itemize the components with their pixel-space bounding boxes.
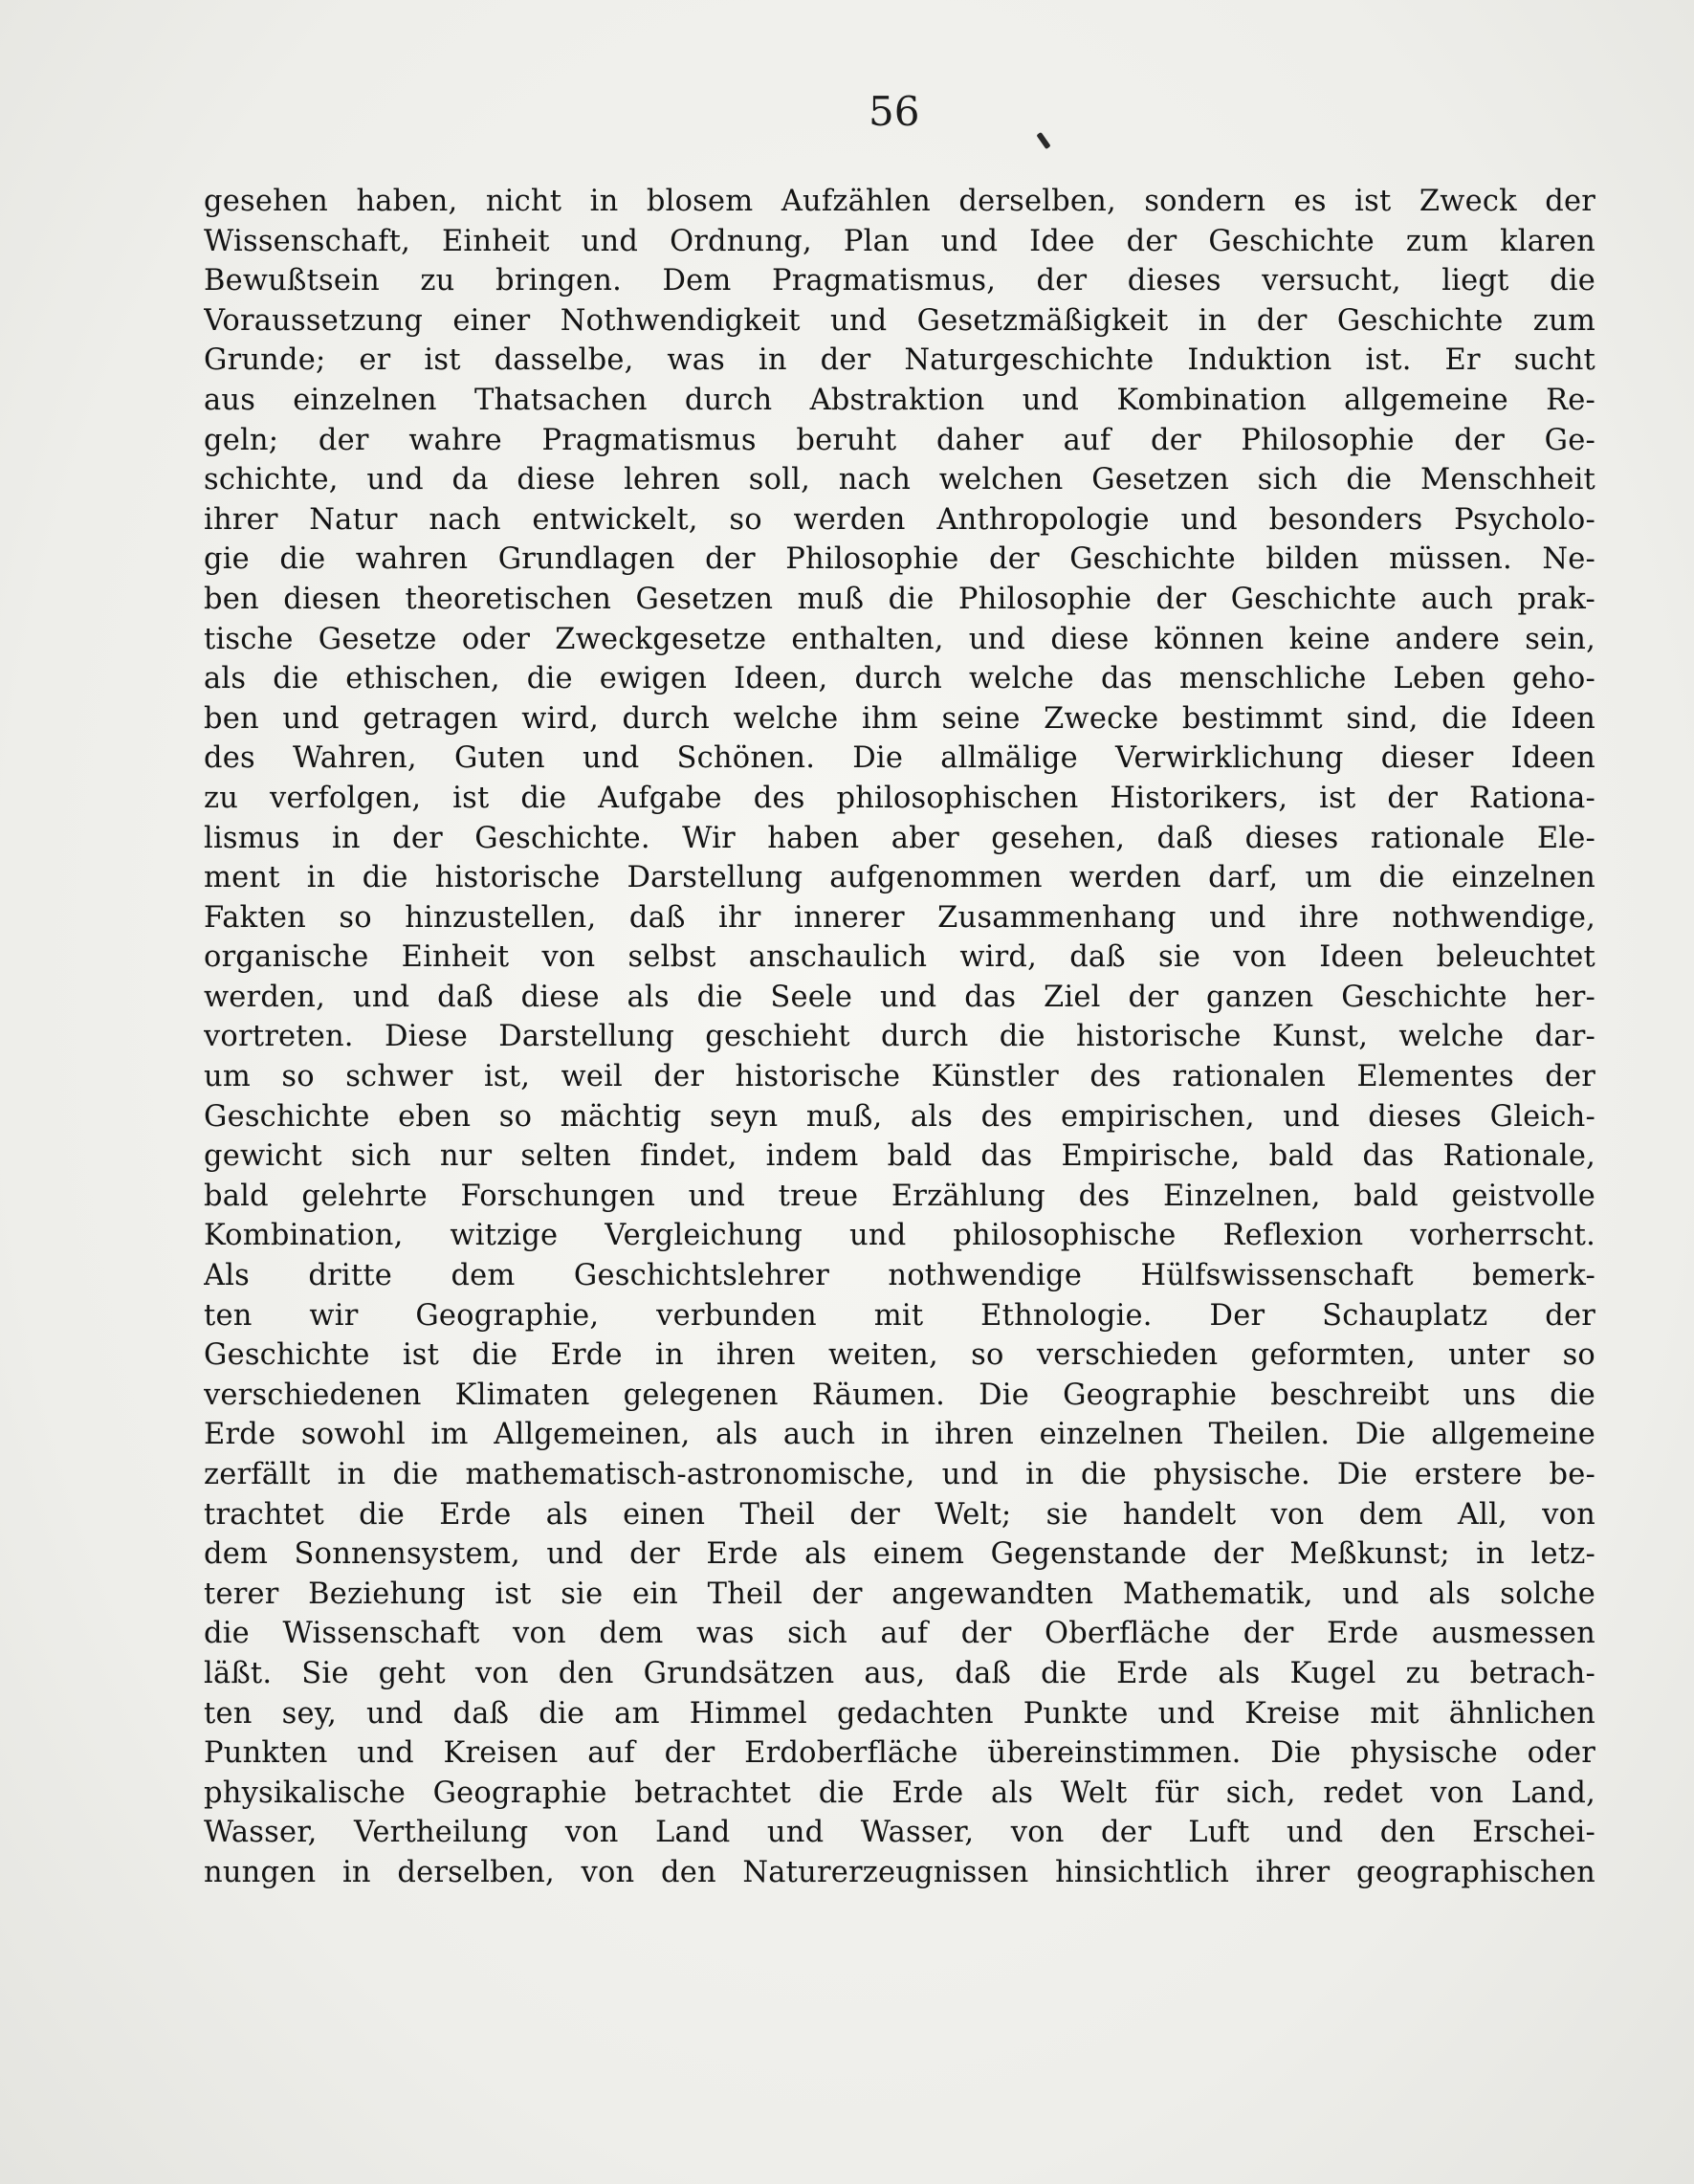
text-line: Erde sowohl im Allgemeinen, als auch in ihren einzelnen Theilen. Die allgemeine	[204, 1418, 1595, 1452]
text-line: um so schwer ist, weil der historische Künstler des rationalen Elementes der	[204, 1060, 1595, 1094]
text-line: werden, und daß diese als die Seele und das Ziel der ganzen Geschichte her-	[204, 980, 1595, 1014]
text-line: des Wahren, Guten und Schönen. Die allmälige Verwirklichung dieser Ideen	[204, 741, 1595, 776]
text-line: trachtet die Erde als einen Theil der Welt; sie handelt von dem All, von	[204, 1497, 1595, 1532]
text-line: bald gelehrte Forschungen und treue Erzählung des Einzelnen, bald geistvolle	[204, 1179, 1595, 1213]
text-line: schichte, und da diese lehren soll, nach welchen Gesetzen sich die Menschheit	[204, 463, 1595, 497]
text-line: tische Gesetze oder Zweckgesetze enthalten, und diese können keine andere sein,	[204, 622, 1595, 656]
text-line: aus einzelnen Thatsachen durch Abstraktion und Kombination allgemeine Re-	[204, 383, 1595, 417]
text-line: gie die wahren Grundlagen der Philosophie der Geschichte bilden müssen. Ne-	[204, 542, 1595, 577]
text-line: Geschichte eben so mächtig seyn muß, als des empirischen, und dieses Gleich-	[204, 1099, 1595, 1134]
text-line: Grunde; er ist dasselbe, was in der Naturgeschichte Induktion ist. Er sucht	[204, 343, 1595, 378]
text-line: als die ethischen, die ewigen Ideen, durch welche das menschliche Leben geho-	[204, 662, 1595, 696]
text-line: ben und getragen wird, durch welche ihm seine Zwecke bestimmt sind, die Ideen	[204, 701, 1595, 736]
text-line: Voraussetzung einer Nothwendigkeit und Gesetzmäßigkeit in der Geschichte zum	[204, 303, 1595, 338]
text-line: Als dritte dem Geschichtslehrer nothwendige Hülfswissenschaft bemerk-	[204, 1259, 1595, 1293]
text-line: nungen in derselben, von den Naturerzeugnissen hinsichtlich ihrer geographischen	[204, 1855, 1595, 1889]
text-line: organische Einheit von selbst anschaulich wird, daß sie von Ideen beleuchtet	[204, 940, 1595, 975]
text-line: ihrer Natur nach entwickelt, so werden Anthropologie und besonders Psycholo-	[204, 502, 1595, 537]
text-line: physikalische Geographie betrachtet die Erde als Welt für sich, redet von Land,	[204, 1776, 1595, 1810]
text-line: zu verfolgen, ist die Aufgabe des philosophischen Historikers, ist der Rationa-	[204, 781, 1595, 815]
text-line: geln; der wahre Pragmatismus beruht daher auf der Philosophie der Ge-	[204, 423, 1595, 457]
text-line: Bewußtsein zu bringen. Dem Pragmatismus, der dieses versucht, liegt die	[204, 264, 1595, 298]
text-line: ten wir Geographie, verbunden mit Ethnologie. Der Schauplatz der	[204, 1298, 1595, 1333]
body-text	[204, 182, 1595, 1893]
text-line: dem Sonnensystem, und der Erde als einem Gegenstande der Meßkunst; in letz-	[204, 1537, 1595, 1572]
text-line: ben diesen theoretischen Gesetzen muß die Philosophie der Geschichte auch prak-	[204, 582, 1595, 616]
text-line: ment in die historische Darstellung aufgenommen werden darf, um die einzelnen	[204, 861, 1595, 895]
text-line: terer Beziehung ist sie ein Theil der angewandten Mathematik, und als solche	[204, 1577, 1595, 1611]
text-line: verschiedenen Klimaten gelegenen Räumen. Die Geographie beschreibt uns die	[204, 1378, 1595, 1412]
text-line: vortreten. Diese Darstellung geschieht durch die historische Kunst, welche dar-	[204, 1020, 1595, 1054]
text-line: lismus in der Geschichte. Wir haben aber gesehen, daß dieses rationale Ele-	[204, 821, 1595, 855]
text-line: zerfällt in die mathematisch-astronomische, und in die physische. Die erstere be-	[204, 1458, 1595, 1491]
text-line: läßt. Sie geht von den Grundsätzen aus, daß die Erde als Kugel zu betrach-	[204, 1656, 1595, 1690]
print-speck	[1036, 132, 1050, 149]
text-line: Kombination, witzige Vergleichung und philosophische Reflexion vorherrscht.	[204, 1219, 1595, 1253]
text-line: Wasser, Vertheilung von Land und Wasser, von der Luft und den Erschei-	[204, 1816, 1595, 1850]
text-line: Geschichte ist die Erde in ihren weiten, so verschieden geformten, unter so	[204, 1338, 1595, 1373]
text-line: Punkten und Kreisen auf der Erdoberfläche übereinstimmen. Die physische oder	[204, 1736, 1595, 1771]
text-line: gewicht sich nur selten findet, indem bald das Empirische, bald das Rationale,	[204, 1139, 1595, 1174]
text-line: ten sey, und daß die am Himmel gedachten Punkte und Kreise mit ähnlichen	[204, 1696, 1595, 1731]
text-line: Fakten so hinzustellen, daß ihr innerer Zusammenhang und ihre nothwendige,	[204, 900, 1595, 935]
text-line: Wissenschaft, Einheit und Ordnung, Plan und Idee der Geschichte zum klaren	[204, 224, 1595, 258]
text-line: gesehen haben, nicht in blosem Aufzählen derselben, sondern es ist Zweck der	[204, 185, 1595, 218]
page-number: 56	[869, 88, 920, 135]
text-line: die Wissenschaft von dem was sich auf der Oberfläche der Erde ausmessen	[204, 1617, 1595, 1651]
